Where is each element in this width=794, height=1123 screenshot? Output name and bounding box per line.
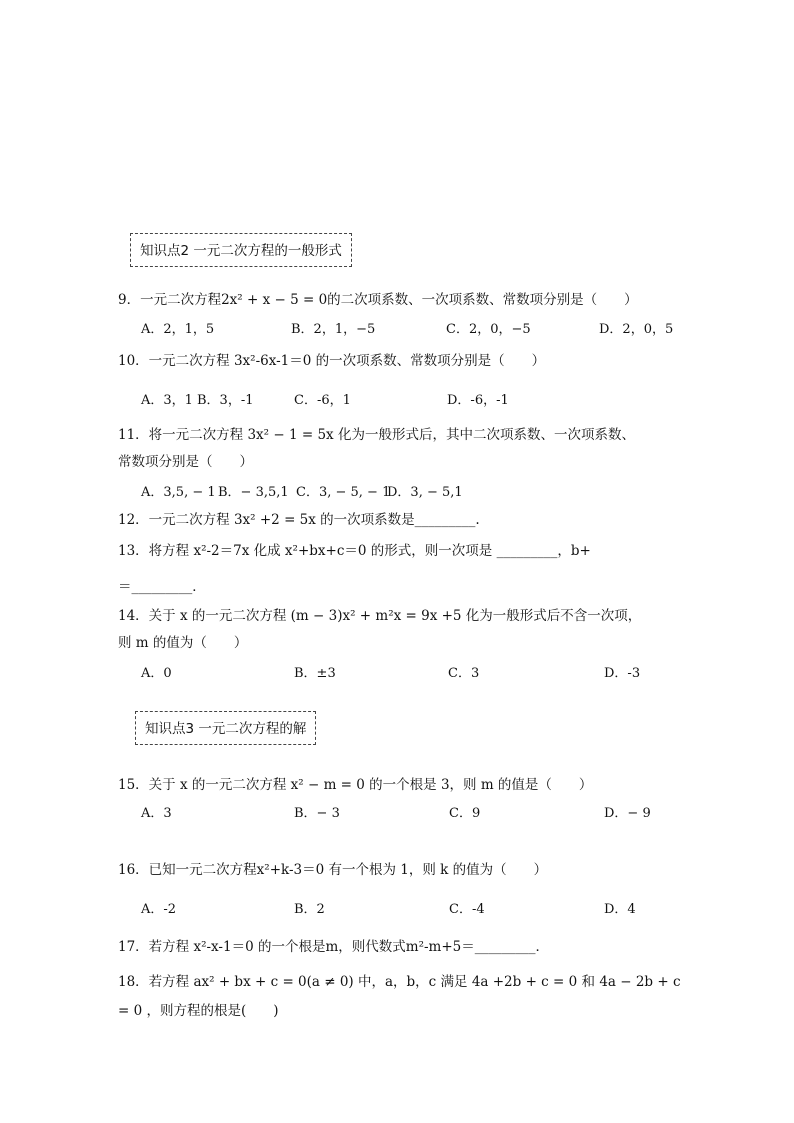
question-14-line2: 则 m 的值为（ ） (118, 635, 248, 651)
question-17: 17．若方程 x²-x-1＝0 的一个根是m，则代数式m²-m+5＝_________． (118, 939, 549, 955)
q14-option-b: B．±3 (294, 666, 336, 681)
q9-option-c: C．2，0，−5 (446, 322, 531, 337)
question-12: 12．一元二次方程 3x² +2 = 5x 的一次项系数是_________. (118, 512, 480, 528)
q11-option-a: A．3,5, − 1 (141, 485, 216, 500)
question-15: 15．关于 x 的一元二次方程 x² − m = 0 的一个根是 3，则 m 的值是（ ） (118, 777, 593, 793)
question-11-line1: 11．将一元二次方程 3x² − 1 = 5x 化为一般形式后，其中二次项系数、一次项系数、 (118, 427, 635, 443)
q10-option-c: C．-6，1 (294, 393, 351, 408)
section-heading-3: 知识点3 一元二次方程的解 (135, 711, 316, 745)
q14-option-a: A．0 (141, 666, 172, 681)
q15-option-a: A．3 (141, 806, 172, 821)
question-18-line1: 18．若方程 ax² + bx + c = 0(a ≠ 0) 中，a，b，c 满足 4a +2b + c = 0 和 4a − 2b + c (118, 974, 681, 990)
q16-option-d: D．4 (604, 902, 636, 917)
q9-option-d: D．2，0，5 (599, 322, 674, 337)
question-10: 10．一元二次方程 3x²-6x-1＝0 的一次项系数、常数项分别是（ ） (118, 353, 546, 369)
q11-option-c: C．3, − 5, − 1 (296, 485, 391, 500)
q14-option-d: D．-3 (604, 666, 641, 681)
q16-option-c: C．-4 (449, 902, 485, 917)
q9-option-a: A．2，1，5 (141, 322, 215, 337)
q15-option-c: C．9 (449, 806, 481, 821)
q10-option-d: D．-6，-1 (447, 393, 509, 408)
question-11-line2: 常数项分别是（ ） (118, 454, 253, 470)
q14-option-c: C．3 (448, 666, 480, 681)
q15-option-d: D．− 9 (604, 806, 651, 821)
q10-option-b: B．3，-1 (197, 393, 254, 408)
q10-option-a: A．3，1 (141, 393, 193, 408)
question-16: 16．已知一元二次方程x²+k-3＝0 有一个根为 1，则 k 的值为（ ） (118, 862, 548, 878)
q16-option-a: A．-2 (141, 902, 177, 917)
question-14-line1: 14．关于 x 的一元二次方程 (m − 3)x² + m²x = 9x +5 化为一般形式后不含一次项， (118, 608, 642, 624)
q16-option-b: B．2 (294, 902, 325, 917)
question-9: 9．一元二次方程2x² + x − 5 = 0的二次项系数、一次项系数、常数项分别是（ ） (118, 292, 638, 308)
q11-option-b: B．− 3,5,1 (218, 485, 289, 500)
q11-option-d: D．3, − 5,1 (387, 485, 463, 500)
q9-option-b: B．2，1，−5 (291, 322, 376, 337)
q15-option-b: B．− 3 (294, 806, 340, 821)
question-13-line1: 13．将方程 x²-2＝7x 化成 x²+bx+c＝0 的形式，则一次项是 _________，b+ (118, 543, 591, 559)
section-heading-2: 知识点2 一元二次方程的一般形式 (130, 233, 352, 267)
question-18-line2: = 0 ，则方程的根是( ) (118, 1003, 279, 1019)
question-13-line2: ＝_________． (118, 579, 206, 595)
